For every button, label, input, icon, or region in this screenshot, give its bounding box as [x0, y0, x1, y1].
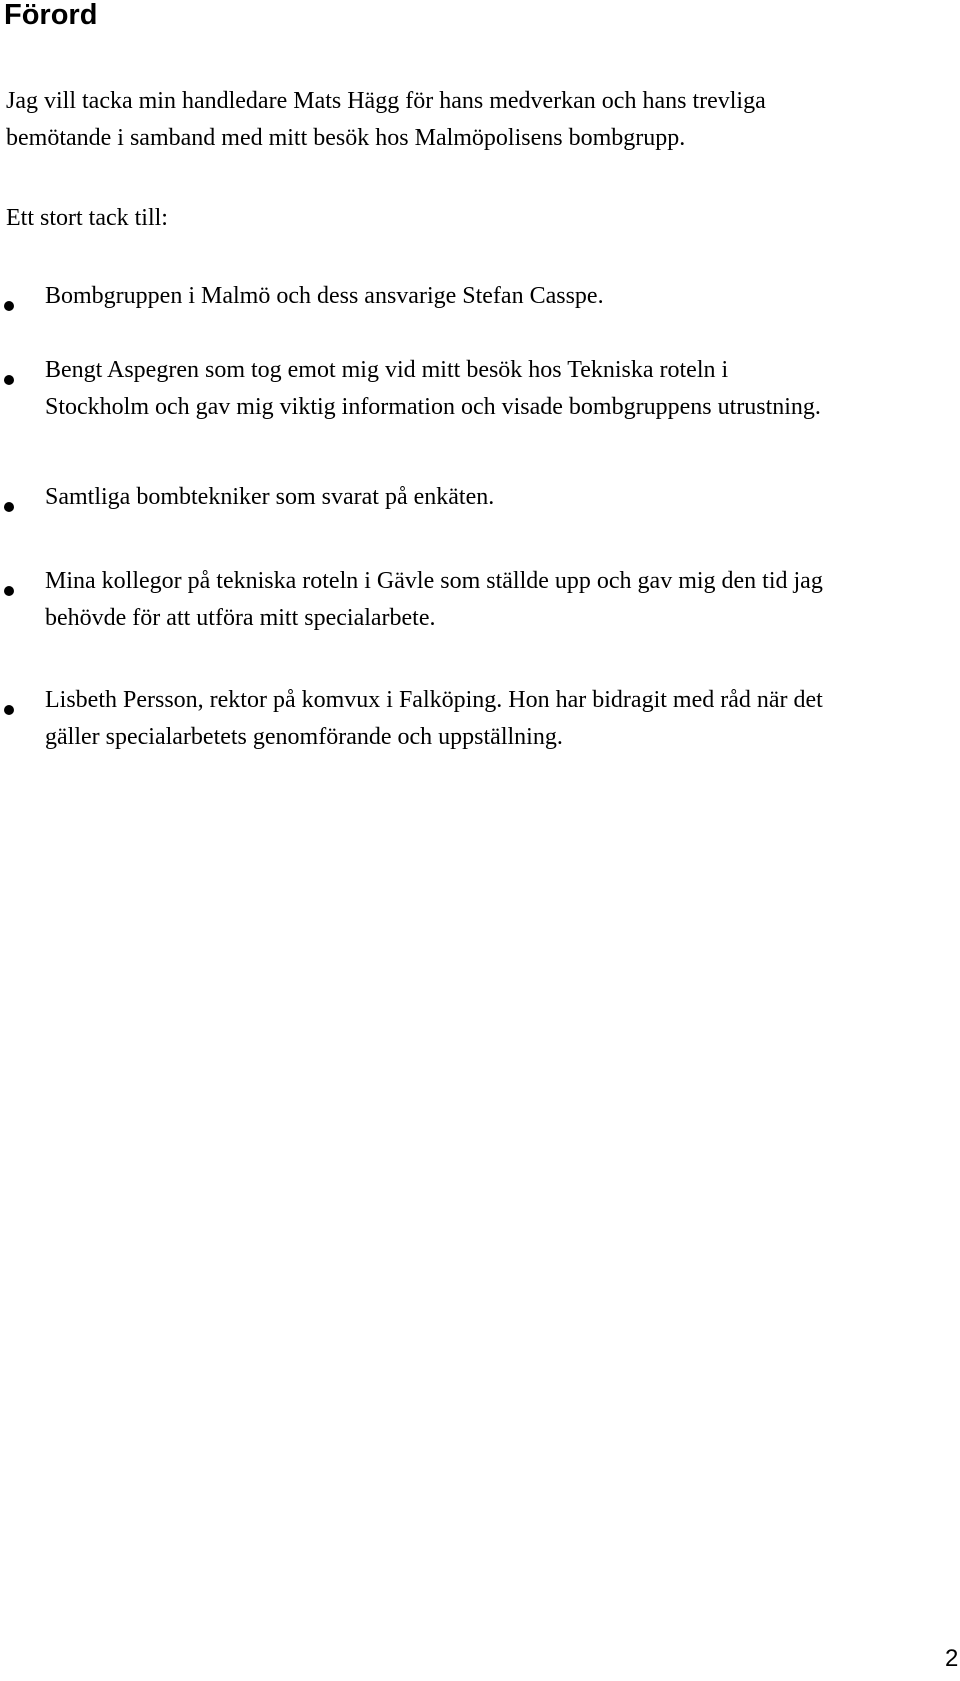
page-title: Förord — [4, 0, 98, 31]
paragraph-line: Jag vill tacka min handledare Mats Hägg för hans medverkan och hans trevliga — [6, 88, 766, 114]
page-number: 2 — [945, 1645, 959, 1672]
list-item-line: Stockholm och gav mig viktig information och visade bombgruppens utrustning. — [45, 394, 821, 420]
bullet-icon — [4, 301, 14, 311]
list-item-line: Samtliga bombtekniker som svarat på enkäten. — [45, 484, 495, 510]
bullet-icon — [4, 705, 14, 715]
thanks-intro — [6, 200, 168, 237]
list-item-line: behövde för att utföra mitt specialarbete. — [45, 605, 436, 631]
bullet-icon — [4, 586, 14, 596]
bullet-icon — [4, 375, 14, 385]
list-item-line: Bengt Aspegren som tog emot mig vid mitt besök hos Tekniska roteln i — [45, 357, 729, 383]
paragraph-line: bemötande i samband med mitt besök hos Malmöpolisens bombgrupp. — [6, 125, 686, 151]
acknowledgement-paragraph — [6, 83, 766, 157]
paragraph-line: Ett stort tack till: — [6, 205, 168, 231]
list-item-line: Lisbeth Persson, rektor på komvux i Falköping. Hon har bidragit med råd när det — [45, 687, 823, 713]
list-item-line: Mina kollegor på tekniska roteln i Gävle som ställde upp och gav mig den tid jag — [45, 568, 823, 594]
bullet-icon — [4, 502, 14, 512]
list-item-line: Bombgruppen i Malmö och dess ansvarige Stefan Casspe. — [45, 283, 604, 309]
list-item-line: gäller specialarbetets genomförande och uppställning. — [45, 724, 563, 750]
